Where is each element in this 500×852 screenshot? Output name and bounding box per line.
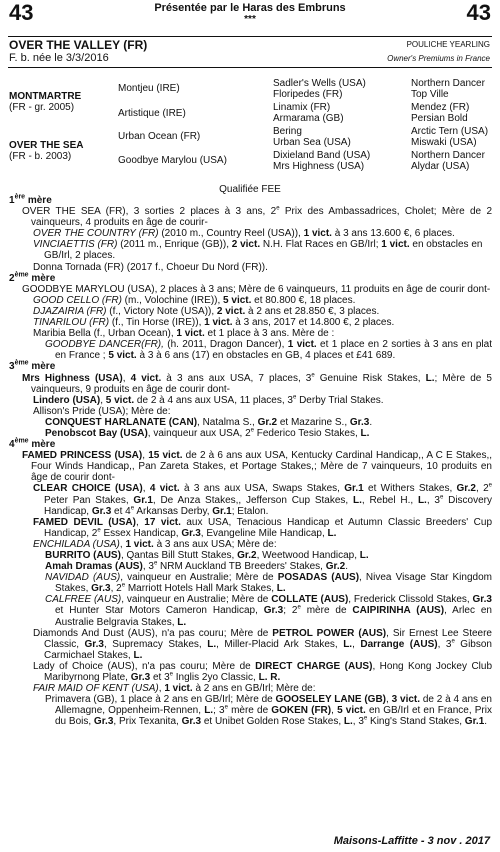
sire: MONTMARTRE (9, 91, 82, 102)
gen3-2: Floripedes (FR) (273, 89, 343, 100)
qualification: Qualifiée FEE (219, 184, 281, 195)
produce-entry: CONQUEST HARLANATE (CAN), Natalma S., Gr.2 et Mazarine S., Gr.3. (45, 416, 373, 428)
section-3eme-mere: 3ème mère (9, 360, 56, 373)
dam-detail: (FR - b. 2003) (9, 151, 72, 162)
presenter: Présentée par le Haras des Embruns (154, 2, 346, 14)
produce-entry: Penobscot Bay (USA), vainqueur aux USA, 2e Federico Tesio Stakes, L. (45, 427, 370, 439)
gen4-7: Northern Dancer (411, 150, 485, 161)
premium: Owner's Premiums in France (387, 54, 490, 63)
produce-entry: BURRITO (AUS), Qantas Bill Stutt Stakes, Gr.2, Weetwood Handicap, L. (45, 550, 369, 561)
lot-number-left: 43 (9, 0, 34, 25)
section-1ere-mere: 1ère mère (9, 193, 52, 206)
gen3-7: Dixieland Band (USA) (273, 150, 371, 161)
dam-entry: GOODBYE MARYLOU (USA), 2 places à 3 ans; Mère de 6 vainqueurs, 11 produits en âge de courir dont- (22, 283, 491, 295)
gen2-2: Artistique (IRE) (118, 108, 186, 119)
produce-entry: GOOD CELLO (FR) (m., Volochine (IRE)), 5 vict. et 80.800 €, 18 places. (33, 294, 356, 306)
gen4-3: Mendez (FR) (411, 102, 470, 113)
gen3-5: Bering (273, 126, 302, 137)
stars: *** (244, 14, 256, 25)
produce-entry: ENCHILADA (USA), 1 vict. à 3 ans aux USA; Mère de: (33, 538, 277, 550)
produce-entry: Diamonds And Dust (AUS), n'a pas couru; Mère de PETROL POWER (AUS), Sir Ernest Lee Steere Classic, Gr.3, Supremacy Stakes, L., Miller-Placid Ark Stakes, L., Darrange (AUS), 3e Gibson Carmichael Stakes, L. (33, 627, 492, 661)
lot-number-right: 43 (466, 0, 491, 25)
produce-entry: Amah Dramas (AUS), 3e NRM Auckland TB Breeders' Stakes, Gr.2. (45, 560, 348, 573)
section-4eme-mere: 4ème mère (9, 437, 56, 451)
gen3-1: Sadler's Wells (USA) (273, 78, 366, 89)
sale-venue-date: Maisons-Laffitte - 3 nov . 2017 (333, 835, 490, 847)
produce-record (9, 195, 492, 728)
gen2-3: Urban Ocean (FR) (118, 131, 201, 142)
produce-entry: Allison's Pride (USA); Mère de: (33, 405, 171, 417)
gen3-4: Armarama (GB) (273, 113, 344, 124)
gen3-6: Urban Sea (USA) (273, 137, 351, 148)
produce-entry: NAVIDAD (AUS), vainqueur en Australie; Mère de POSADAS (AUS), Nivea Visage Star Kingdom Stakes, Gr.3, 2e Marriott Hotels Hall Mark Stakes, L. (45, 572, 492, 595)
section-2eme-mere: 2ème mère (9, 271, 56, 284)
produce-entry: OVER THE COUNTRY (FR) (2010 m., Country Reel (USA)), 1 vict. à 3 ans 13.600 €, 6 places. (33, 228, 455, 240)
gen4-2: Top Ville (411, 89, 449, 100)
produce-entry: FAIR MAID OF KENT (USA), 1 vict. à 2 ans en GB/Irl; Mère de: (33, 683, 316, 695)
produce-entry: CALFREE (AUS), vainqueur en Australie; Mère de COLLATE (AUS), Frederick Clissold Stakes, Gr.3 et Hunter Star Motors Cameron Handicap, Gr.3; 2e mère de CAIPIRINHA (AUS), Arlec en Australie Belgravia Stakes, L. (45, 594, 492, 628)
gen2-4: Goodbye Marylou (USA) (118, 155, 227, 166)
produce-entry: GOODBYE DANCER(FR), (h. 2011, Dragon Dancer), 1 vict. et 1 place en 2 sorties à 3 ans en plat en France ; 5 vict. à 3 à 6 ans (17) en obstacles en GB, 4 places et £41 689. (45, 339, 492, 362)
produce-entry: Primavera (GB), 1 place à 2 ans en GB/Irl; Mère de GOOSELEY LANE (GB), 3 vict. de 2 à 4 ans en Allemagne, Oppenheim-Rennen, L.; 3e mère de GOKEN (FR), 5 vict. en GB/Irl et en France, Prix du Bois, Gr.3, Prix Texanita, Gr.3 et Unibet Golden Rose Stakes, L., 3e King's Stand Stakes, Gr.1. (45, 694, 492, 728)
gen4-1: Northern Dancer (411, 78, 485, 89)
produce-entry: Lady of Choice (AUS), n'a pas couru; Mère de DIRECT CHARGE (AUS), Hong Kong Jockey Club Maribyrnong Plate, Gr.3 et 3e Inglis 2yo Classic, L. R. (33, 660, 493, 684)
gen4-6: Miswaki (USA) (411, 137, 477, 148)
gen4-4: Persian Bold (411, 113, 468, 124)
top-rule (8, 36, 492, 37)
horse-name: OVER THE VALLEY (FR) (9, 38, 148, 52)
horse-description: F. b. née le 3/3/2016 (9, 52, 109, 64)
pedigree-rule (8, 67, 492, 68)
produce-entry: Maribia Bella (f., Urban Ocean), 1 vict. et 1 place à 3 ans. Mère de : (33, 328, 335, 340)
produce-entry: CLEAR CHOICE (USA), 4 vict. à 3 ans aux USA, Swaps Stakes, Gr.1 et Withers Stakes, Gr.2, 2e Peter Pan Stakes, Gr.1, De Anza Stakes,, Jefferson Cup Stakes, L., Rebel H., L., 3e Discovery Handicap, Gr.3 et 4e Arkansas Derby, Gr.1; Etalon. (33, 483, 492, 517)
sire-detail: (FR - gr. 2005) (9, 102, 75, 113)
produce-entry: Donna Tornada (FR) (2017 f., Choeur Du Nord (FR)). (33, 261, 268, 273)
produce-entry: VINCIAETTIS (FR) (2011 m., Enrique (GB)), 2 vict. N.H. Flat Races en GB/Irl; 1 vict. en obstacles en GB/Irl, 2 places. (33, 239, 483, 262)
gen3-3: Linamix (FR) (273, 102, 331, 113)
dam-entry: OVER THE SEA (FR), 3 sorties 2 places à 3 ans, 2e Prix des Ambassadrices, Cholet; Mère de 2 vainqueurs, 4 produits en âge de courir- (22, 205, 493, 229)
produce-entry: FAMED DEVIL (USA), 17 vict. aux USA, Tenacious Handicap et Autumn Classic Breeders' Cup Handicap, 2e Essex Handicap, Gr.3, Evangeline Mile Handicap, L. (33, 516, 493, 539)
produce-entry: TINARILOU (FR) (f., Tin Horse (IRE)), 1 vict. à 3 ans, 2017 et 14.800 €, 2 places. (33, 317, 395, 329)
produce-entry: Lindero (USA), 5 vict. de 2 à 4 ans aux USA, 11 places, 3e Derby Trial Stakes. (33, 394, 384, 406)
dam-entry: FAMED PRINCESS (USA), 15 vict. de 2 à 6 ans aux USA, Kentucky Cardinal Handicap,, A C E Stakes,, Four Winds Handicap,, Pan Zareta Stakes, et Portage Stakes,; Mère de 7 vainqueurs, 10 produits en âge de courir dont- (22, 450, 493, 484)
gen4-5: Arctic Tern (USA) (411, 126, 489, 137)
produce-entry: DJAZAIRIA (FR) (f., Victory Note (USA)), 2 vict. à 2 ans et 28.850 €, 3 places. (33, 305, 380, 317)
gen3-8: Mrs Highness (USA) (273, 161, 365, 172)
category: POULICHE YEARLING (406, 40, 490, 49)
dam-entry: Mrs Highness (USA), 4 vict. à 3 ans aux USA, 7 places, 3e Genuine Risk Stakes, L.; Mère de 5 vainqueurs, 9 produits en âge de courir dont- (22, 372, 492, 395)
dam: OVER THE SEA (9, 140, 84, 151)
gen4-8: Alydar (USA) (411, 161, 470, 172)
gen2-1: Montjeu (IRE) (118, 83, 180, 94)
